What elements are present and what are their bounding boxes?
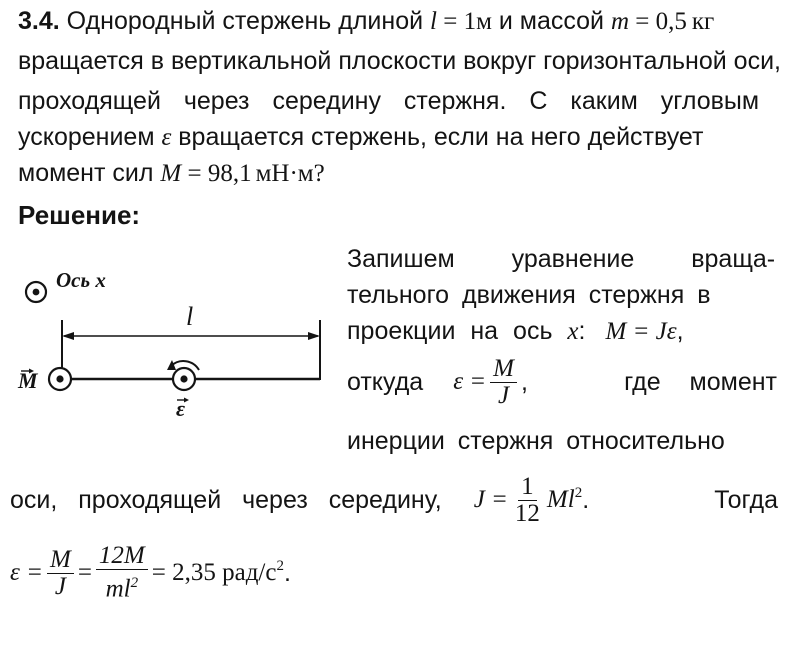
rod-diagram (18, 258, 338, 421)
eps-label: ε (176, 396, 186, 421)
solution-line-6: оси, проходящей через середину, J = $\frac{1}{12}$ Ml $^2$ . Тогда (10, 472, 778, 527)
problem-number: 3.4. (18, 7, 60, 35)
solution-final-equation: ε = $\frac{M}{J}$ = $\frac{12M}{ml^2}$ = 2,35 рад/с $^2$ . (10, 542, 291, 603)
moment-point-icon (49, 368, 71, 390)
solution-line-2: тельного движения стержня в (347, 281, 711, 309)
solution-line-3: проекции на ось x: M = Jε, (347, 317, 684, 345)
problem-line-5: момент сил M = 98,1 мН·м? (18, 159, 325, 187)
solution-line-4: откуда ε = $\frac{M}{J}$ , где момент (347, 354, 777, 409)
axis-label: Ось x (56, 268, 106, 292)
moment-label: M (18, 368, 38, 393)
solution-line-1: Запишем уравнение враща- (347, 245, 776, 273)
problem-line-3: проходящей через середину стержня. С каким угловым (18, 87, 760, 115)
solution-line-5: инерции стержня относительно (347, 427, 725, 455)
fraction-final-M-over-J: $\frac{M}{J}$ (47, 547, 74, 600)
problem-line-1: 3.4. Однородный стержень длиной l = 1м и массой m = 0,5 кг (18, 7, 715, 35)
fraction-12M-over-ml2: $\frac{12M}{ml^2}$ (96, 543, 148, 602)
length-label: l (186, 302, 194, 331)
solution-heading: Решение: (18, 200, 141, 230)
problem-line-2: вращается в вертикальной плоскости вокруг горизонтальной оси, (18, 47, 781, 75)
fraction-M-over-J: $\frac{M}{J}$ (490, 356, 517, 409)
fraction-1-over-12: $\frac{1}{12}$ (514, 472, 540, 527)
rotation-axis-icon (167, 360, 199, 390)
axis-symbol-icon (26, 282, 46, 302)
problem-line-4: ускорением ε вращается стержень, если на него действует (18, 123, 704, 151)
